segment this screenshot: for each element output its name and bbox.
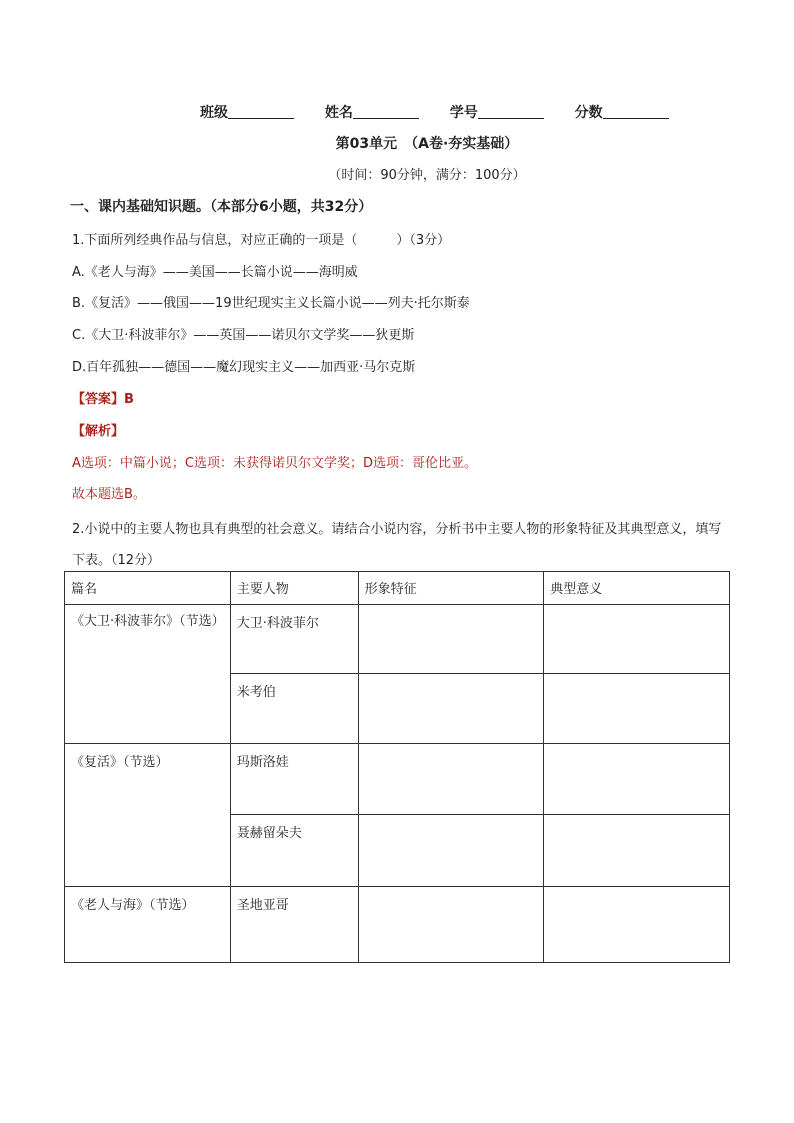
work-title-cell: 《复活》（节选） [65, 744, 231, 887]
score-blank[interactable] [603, 104, 669, 119]
traits-answer-cell[interactable] [358, 674, 544, 744]
header-title: 篇名 [65, 572, 231, 605]
header-character: 主要人物 [230, 572, 358, 605]
option-c: C.《大卫·科波菲尔》——英国——诺贝尔文学奖——狄更斯 [72, 328, 415, 343]
question-2-stem: 2.小说中的主要人物也具有典型的社会意义。请结合小说内容，分析书中主要人物的形象特征及其典型意义，填写下表。（12分） [72, 522, 722, 568]
table-row [65, 605, 730, 674]
option-d: D.百年孤独——德国——魔幻现实主义——加西亚·马尔克斯 [72, 360, 416, 375]
significance-answer-cell[interactable] [544, 815, 730, 887]
analysis-label: 【解析】 [72, 424, 125, 439]
field-name: 姓名 [325, 102, 419, 122]
option-a: A.《老人与海》——美国——长篇小说——海明威 [72, 265, 358, 280]
character-cell: 圣地亚哥 [230, 887, 358, 963]
traits-answer-cell[interactable] [358, 815, 544, 887]
significance-answer-cell[interactable] [544, 674, 730, 744]
conclusion-text: 故本题选B。 [72, 487, 146, 502]
work-title-cell: 《老人与海》（节选） [65, 887, 231, 963]
character-analysis-table [64, 571, 730, 963]
field-score: 分数 [575, 102, 669, 122]
character-cell: 聂赫留朵夫 [230, 815, 358, 887]
table-row [65, 744, 730, 815]
character-cell: 大卫·科波菲尔 [230, 605, 358, 674]
answer-label: 【答案】B [72, 392, 134, 407]
traits-answer-cell[interactable] [358, 887, 544, 963]
option-b: B.《复活》——俄国——19世纪现实主义长篇小说——列夫·托尔斯泰 [72, 296, 470, 311]
analysis-text: A选项：中篇小说；C选项：未获得诺贝尔文学奖；D选项：哥伦比亚。 [72, 456, 477, 471]
field-student-id: 学号 [450, 102, 544, 122]
traits-answer-cell[interactable] [358, 744, 544, 815]
header-significance: 典型意义 [544, 572, 730, 605]
question-1-stem: 1.下面所列经典作品与信息，对应正确的一项是（ ）（3分） [72, 233, 451, 248]
student-id-blank[interactable] [478, 104, 544, 119]
work-title-cell: 《大卫·科波菲尔》（节选） [65, 605, 231, 744]
field-class: 班级 [200, 102, 294, 122]
student-info-row [200, 102, 695, 122]
significance-answer-cell[interactable] [544, 744, 730, 815]
significance-answer-cell[interactable] [544, 605, 730, 674]
significance-answer-cell[interactable] [544, 887, 730, 963]
page-title: 第03单元 （A卷·夯实基础） [335, 136, 519, 152]
exam-time-info: （时间：90分钟，满分：100分） [328, 168, 526, 183]
table-header-row [65, 572, 730, 605]
section-heading: 一、课内基础知识题。（本部分6小题，共32分） [70, 199, 373, 215]
class-blank[interactable] [228, 104, 294, 119]
name-blank[interactable] [353, 104, 419, 119]
character-cell: 玛斯洛娃 [230, 744, 358, 815]
traits-answer-cell[interactable] [358, 605, 544, 674]
header-traits: 形象特征 [358, 572, 544, 605]
character-cell: 米考伯 [230, 674, 358, 744]
table-row [65, 887, 730, 963]
